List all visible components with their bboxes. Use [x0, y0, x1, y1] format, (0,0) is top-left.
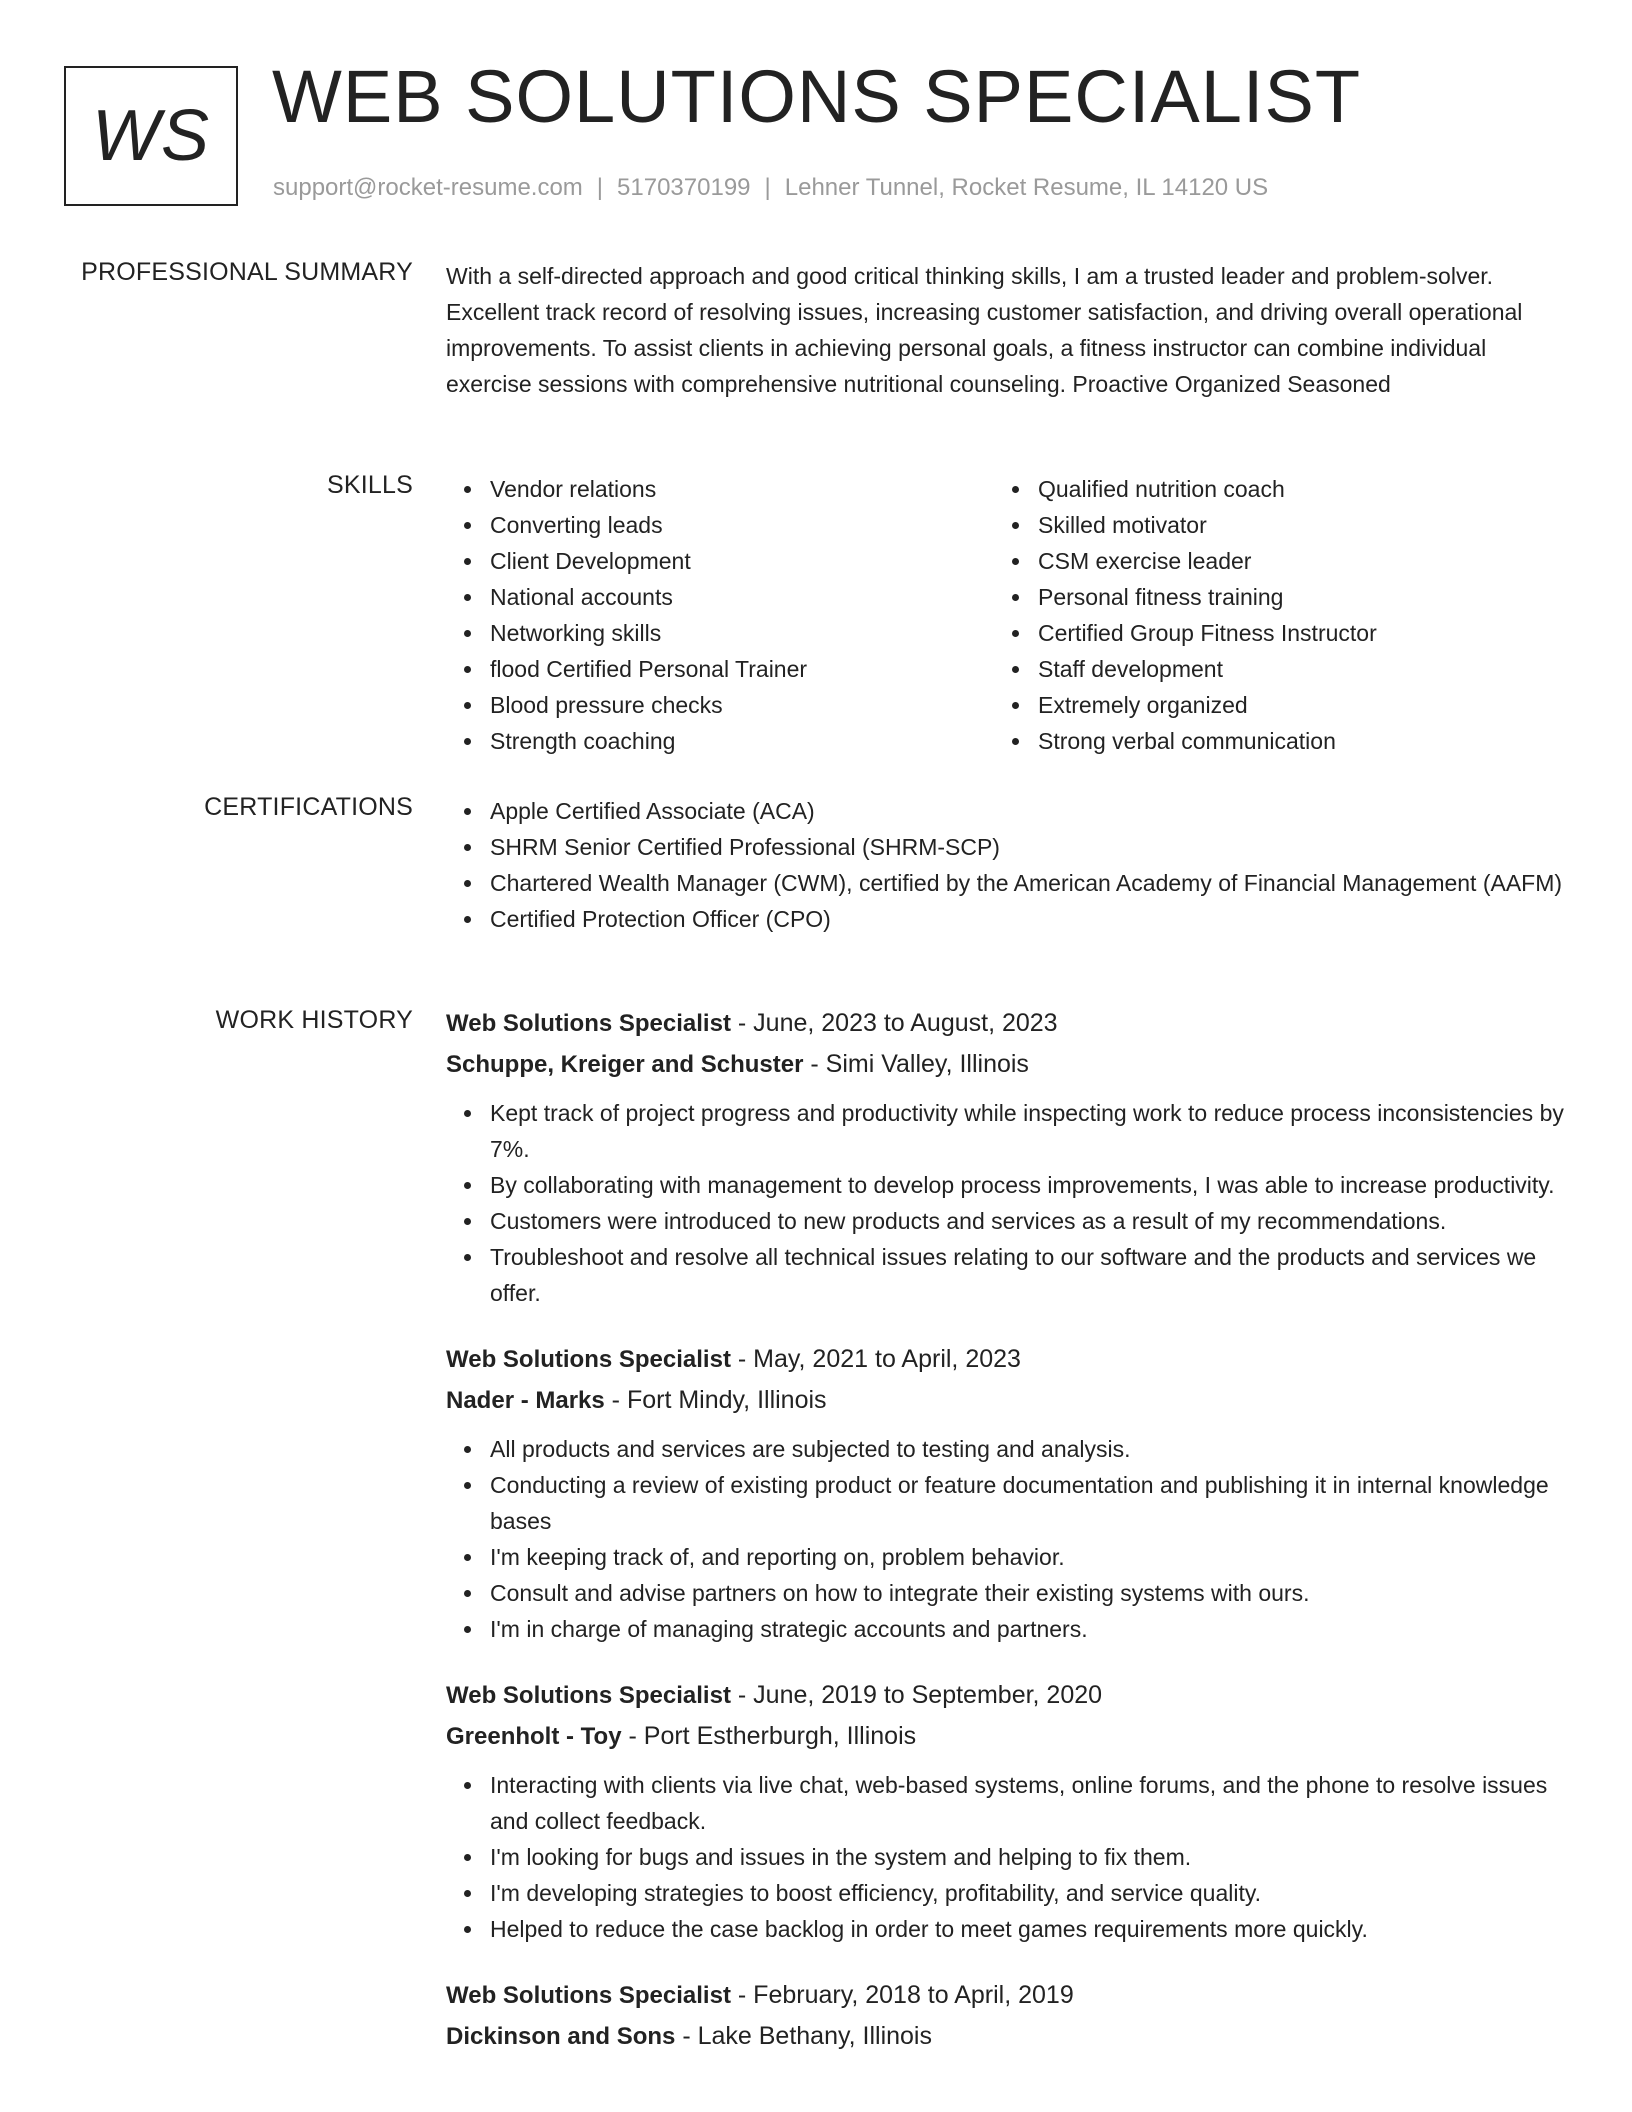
list-item: Skilled motivator: [1038, 507, 1542, 543]
list-item: Strong verbal communication: [1038, 723, 1542, 759]
list-item: Customers were introduced to new products and services as a result of my recommendations.: [490, 1203, 1566, 1239]
job-company-line: [446, 1380, 1566, 1421]
job-bullets: [446, 1095, 1566, 1311]
job-location: - Lake Bethany, Illinois: [675, 2022, 932, 2050]
job-company: Nader - Marks: [446, 1387, 605, 1414]
job-title: Web Solutions Specialist: [446, 1982, 731, 2009]
list-item: Interacting with clients via live chat, web-based systems, online forums, and the phone to resolve issues and collect feedback.: [490, 1767, 1566, 1839]
job-dates: - June, 2019 to September, 2020: [730, 1681, 1103, 1709]
job-company-line: [446, 2016, 1566, 2057]
list-item: Chartered Wealth Manager (CWM), certified by the American Academy of Financial Management (AAFM): [490, 865, 1566, 901]
job-dates: - February, 2018 to April, 2019: [730, 1981, 1074, 2009]
list-item: I'm keeping track of, and reporting on, problem behavior.: [490, 1539, 1566, 1575]
list-item: National accounts: [490, 579, 994, 615]
job-company-line: [446, 1716, 1566, 1757]
list-item: I'm looking for bugs and issues in the system and helping to fix them.: [490, 1839, 1566, 1875]
list-item: Troubleshoot and resolve all technical issues relating to our software and the products and services we offer.: [490, 1239, 1566, 1311]
list-item: Consult and advise partners on how to integrate their existing systems with ours.: [490, 1575, 1566, 1611]
contact-address: Lehner Tunnel, Rocket Resume, IL 14120 US: [784, 174, 1269, 201]
job-bullets: [446, 1431, 1566, 1647]
work-history-list: [446, 1003, 1566, 2085]
job-company-line: [446, 1044, 1566, 1085]
list-item: All products and services are subjected to testing and analysis.: [490, 1431, 1566, 1467]
list-item: Personal fitness training: [1038, 579, 1542, 615]
job-title: Web Solutions Specialist: [446, 1010, 731, 1037]
contact-phone: 5170370199: [617, 174, 751, 201]
job-entry: [446, 1339, 1566, 1647]
job-entry: [446, 1003, 1566, 1311]
job-title-line: [446, 1975, 1566, 2016]
list-item: Helped to reduce the case backlog in order to meet games requirements more quickly.: [490, 1911, 1566, 1947]
job-company: Dickinson and Sons: [446, 2023, 676, 2050]
list-item: Vendor relations: [490, 471, 994, 507]
contact-separator: |: [764, 174, 771, 201]
list-item: Client Development: [490, 543, 994, 579]
section-heading-work-history: WORK HISTORY: [215, 1006, 413, 1034]
list-item: By collaborating with management to develop process improvements, I was able to increase productivity.: [490, 1167, 1566, 1203]
contact-separator: |: [596, 174, 604, 201]
page-title: WEB SOLUTIONS SPECIALIST: [272, 55, 1362, 138]
section-heading-summary: PROFESSIONAL SUMMARY: [81, 258, 413, 286]
list-item: Qualified nutrition coach: [1038, 471, 1542, 507]
job-title: Web Solutions Specialist: [446, 1346, 731, 1373]
job-dates: - May, 2021 to April, 2023: [730, 1345, 1021, 1373]
job-title-line: [446, 1675, 1566, 1716]
list-item: Kept track of project progress and productivity while inspecting work to reduce process inconsistencies by 7%.: [490, 1095, 1566, 1167]
list-item: SHRM Senior Certified Professional (SHRM-SCP): [490, 829, 1566, 865]
list-item: Certified Protection Officer (CPO): [490, 901, 1566, 937]
job-location: - Simi Valley, Illinois: [803, 1050, 1029, 1078]
job-location: - Port Estherburgh, Illinois: [621, 1722, 917, 1750]
list-item: I'm developing strategies to boost efficiency, profitability, and service quality.: [490, 1875, 1566, 1911]
job-title-line: [446, 1339, 1566, 1380]
list-item: Networking skills: [490, 615, 994, 651]
certifications-list: [446, 793, 1566, 937]
job-entry: [446, 1975, 1566, 2057]
summary-text: With a self-directed approach and good critical thinking skills, I am a trusted leader and problem-solver. Excellent track record of resolving issues, increasing customer satisfaction, and driving overall operational improvements. To assist clients in achieving personal goals, a fitness instructor can combine individual exercise sessions with comprehensive nutritional counseling. Proactive Organized Seasoned: [446, 263, 1523, 397]
contact-line: [273, 174, 1268, 202]
job-title-line: [446, 1003, 1566, 1044]
list-item: Conducting a review of existing product or feature documentation and publishing it in internal knowledge bases: [490, 1467, 1566, 1539]
job-title: Web Solutions Specialist: [446, 1682, 731, 1709]
list-item: CSM exercise leader: [1038, 543, 1542, 579]
job-company: Greenholt - Toy: [446, 1723, 622, 1750]
list-item: Certified Group Fitness Instructor: [1038, 615, 1542, 651]
list-item: Apple Certified Associate (ACA): [490, 793, 1566, 829]
skills-list-left: [446, 471, 994, 759]
job-dates: - June, 2023 to August, 2023: [730, 1009, 1058, 1037]
monogram-logo: WS: [64, 66, 238, 206]
job-bullets: [446, 1767, 1566, 1947]
section-heading-certifications: CERTIFICATIONS: [204, 793, 413, 821]
list-item: Converting leads: [490, 507, 994, 543]
list-item: Staff development: [1038, 651, 1542, 687]
contact-email: support@rocket-resume.com: [273, 174, 583, 201]
job-company: Schuppe, Kreiger and Schuster: [446, 1051, 804, 1078]
job-entry: [446, 1675, 1566, 1947]
list-item: I'm in charge of managing strategic accounts and partners.: [490, 1611, 1566, 1647]
list-item: Blood pressure checks: [490, 687, 994, 723]
job-location: - Fort Mindy, Illinois: [604, 1386, 827, 1414]
section-heading-skills: SKILLS: [327, 471, 413, 499]
list-item: Strength coaching: [490, 723, 994, 759]
list-item: flood Certified Personal Trainer: [490, 651, 994, 687]
list-item: Extremely organized: [1038, 687, 1542, 723]
skills-list-right: [994, 471, 1542, 759]
